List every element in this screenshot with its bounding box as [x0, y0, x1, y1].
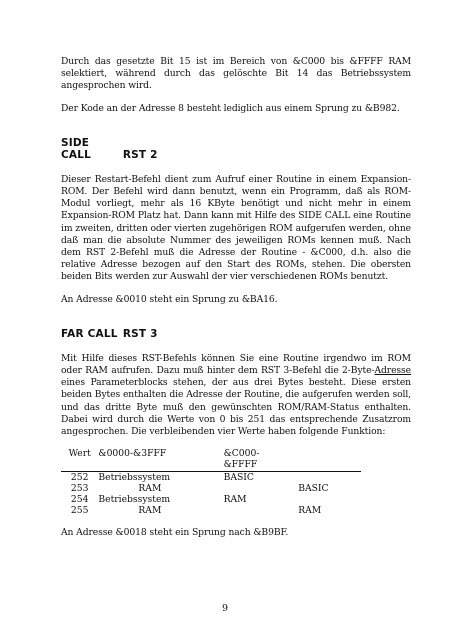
paragraph-address8: Der Kode an der Adresse 8 besteht lediglich aus einem Sprung zu &B982.: [61, 102, 400, 114]
table-row: [61, 494, 361, 505]
table-cell: RAM: [298, 505, 322, 517]
table-cell: RAM: [138, 482, 162, 494]
column-header: &0000-&3FFF: [98, 448, 223, 471]
table-row: [61, 471, 361, 483]
column-header: [278, 448, 361, 471]
paragraph-bit15: Durch das gesetzte Bit 15 ist im Bereich von &C000 bis &FFFF RAM selektiert, während durch das gelöschte Bit 14 das Betriebssystem angesprochen wird.: [61, 56, 411, 92]
table-cell: [224, 483, 279, 494]
table-cell: 254: [70, 494, 89, 506]
table-cell: BASIC: [298, 482, 329, 494]
table-cell: RAM: [138, 505, 162, 517]
table-row: [61, 483, 361, 494]
table-cell: [278, 471, 361, 483]
document-page: [61, 56, 411, 550]
paragraph-side-call-jump: An Adresse &0010 steht ein Sprung zu &BA16.: [61, 293, 278, 305]
section-heading-far-call: [61, 328, 411, 340]
table-cell: Betriebssystem: [98, 471, 171, 483]
table-cell: 252: [70, 471, 89, 483]
table-cell: 255: [70, 505, 89, 517]
table-cell: Betriebssystem: [98, 494, 171, 506]
column-header: Wert: [61, 448, 98, 471]
paragraph-side-call: Dieser Restart-Befehl dient zum Aufruf einer Routine in einem Expansion-ROM. Der Befehl wird dann benutzt, wenn ein Programm, daß als ROM-Modul vorliegt, mehr als 16 KByte benötigt und nicht mehr in einem Expansion-ROM Platz hat. Dann kann mit Hilfe des SIDE CALL eine Routine im zweiten, dritten oder vierten zugehörigen ROM aufgerufen werden, ohne daß man die absolute Nummer des jeweiligen ROMs kennen muß. Nach dem RST 2-Befehl muß die Adresse der Routine - &C000, d.h. also die relative Adresse bezogen auf den Start des ROMs, stehen. Die obersten beiden Bits werden zur Auswahl der vier verschiedenen ROMs benutzt.: [61, 173, 411, 283]
text-run: eines Parameterblocks stehen, der aus drei Bytes besteht. Diese ersten beiden Bytes enthalten die Adresse der Routine, die aufgerufen werden soll, und das dritte Byte muß den gewünschten ROM/RAM-Status enthalten. Dabei wird durch die Werte von 0 bis 251 das entsprechende Zusatzrom angesprochen. Die verbleibenden vier Werte haben folgende Funktion:: [61, 377, 411, 438]
heading-rst: RST 3: [122, 327, 158, 340]
table-cell: 253: [70, 482, 89, 494]
page-number: 9: [221, 603, 229, 614]
rom-ram-status-table: [61, 448, 361, 516]
table-cell: [278, 494, 361, 505]
paragraph-far-call: [61, 353, 411, 438]
table-cell: BASIC: [223, 471, 254, 483]
heading-title: FAR CALL: [61, 327, 118, 340]
table-cell: RAM: [223, 494, 247, 506]
text-run: Mit Hilfe dieses RST-Befehls können Sie eine Routine irgendwo im ROM oder RAM aufrufen. Dazu muß hinter dem RST 3-Befehl die 2-Byte-: [61, 352, 411, 377]
table-cell: [224, 505, 279, 516]
heading-title: SIDE CALL: [61, 136, 92, 161]
heading-rst: RST 2: [122, 148, 158, 161]
column-header: &C000-&FFFF: [224, 448, 279, 471]
underlined-word: Adresse: [374, 365, 411, 377]
paragraph-far-call-jump: An Adresse &0018 steht ein Sprung nach &B9BF.: [61, 527, 289, 539]
table-header-row: [61, 448, 361, 471]
section-heading-side-call: [61, 137, 411, 161]
table-row: [61, 505, 361, 516]
